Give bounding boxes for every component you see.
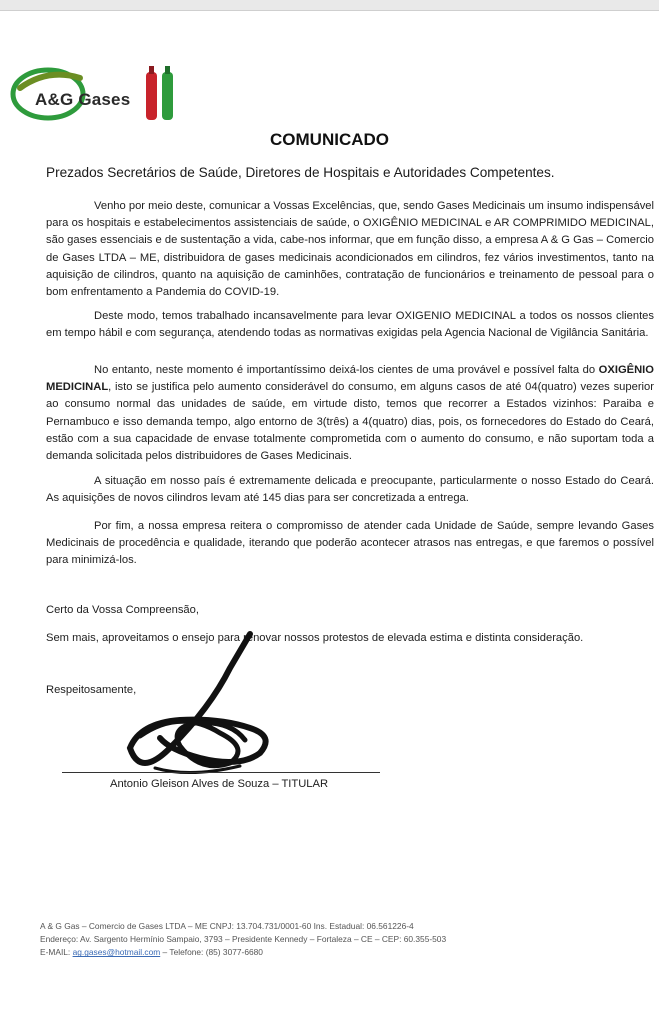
- logo-wordmark: [35, 90, 130, 110]
- salutation: Prezados Secretários de Saúde, Diretores de Hospitais e Autoridades Competentes.: [46, 165, 555, 180]
- signatory-name: Antonio Gleison Alves de Souza – TITULAR: [110, 778, 329, 790]
- logo-gases: Gases: [78, 90, 131, 109]
- closing-line-1: Certo da Vossa Compreensão,: [46, 604, 199, 616]
- paragraph-1: Venho por meio deste, comunicar a Vossas Excelências, que, sendo Gases Medicinais um insumo indispensável para os hospitais e estabelecimentos assistenciais de saúde, o OXIGÊNIO MEDICINAL e AR COMPRIMIDO MEDICINAL, são gases essenciais e de sustentação a vida, cabe-nos informar, que em função disso, a empresa A & G Gas – Comercio de Gases LTDA – ME, distribuidora de gases medicinais acondicionados em cilindros, fez vários investimentos, tanto na aquisição de cilindros, quanto na aquisição de caminhões, contratação de funcionários e treinamento de pessoal para o bom enfrentamento a Pandemia do COVID-19.: [46, 200, 654, 299]
- company-logo: [10, 64, 185, 124]
- footer-address-line: Endereço: Av. Sargento Hermínio Sampaio, 3793 – Presidente Kennedy – Fortaleza – CE – CEP: 60.355-503: [40, 934, 447, 945]
- paragraph-4: A situação em nosso país é extremamente delicada e preocupante, particularmente o nosso Estado do Ceará. As aquisições de novos cilindros levam até 145 dias para ser concretizada a entrega.: [46, 475, 654, 505]
- signature-line: [62, 772, 380, 773]
- paragraph-3: [46, 362, 654, 465]
- document-title: COMUNICADO: [270, 130, 389, 149]
- footer: [40, 920, 640, 960]
- closing-line-2: Sem mais, aproveitamos o ensejo para renovar nossos protestos de elevada estima e distinta consideração.: [46, 632, 584, 644]
- top-border: [0, 0, 659, 11]
- footer-email-label: E-MAIL:: [40, 947, 73, 958]
- paragraph-3-start: No entanto, neste momento é importantíssimo deixá-los cientes de uma provável e possível falta do: [94, 364, 599, 376]
- footer-email-link[interactable]: ag.gases@hotmail.com: [72, 947, 161, 958]
- paragraph-2: Deste modo, temos trabalhado incansavelmente para levar OXIGENIO MEDICINAL a todos os nossos clientes em tempo hábil e com segurança, atendendo todas as normativas exigidas pela Agencia Nacional de Vigilância Sanitária.: [46, 310, 654, 340]
- logo-brand: A&G: [35, 90, 74, 109]
- closing-line-3: Respeitosamente,: [46, 684, 137, 696]
- paragraph-3-bold: OXIGÊNIO MEDICINAL: [46, 364, 654, 394]
- footer-phone: – Telefone: (85) 3077-6680: [160, 947, 263, 958]
- handwritten-signature: [100, 628, 290, 788]
- footer-company-line: A & G Gas – Comercio de Gases LTDA – ME CNPJ: 13.704.731/0001-60 Ins. Estadual: 06.561226-4: [40, 921, 414, 931]
- paragraph-3-end: , isto se justifica pelo aumento considerável do consumo, em alguns casos de até 04(quatro) vezes superior ao consumo normal das unidades de saúde, em virtude disto, temos que recorrer a Estados vizinhos: Paraiba e Pernambuco e isso demanda tempo, algo entorno de 3(três) a 4(quatro) dias, pois, os fornecedores do Estado do Ceará, estão com a sua capacidade de envase totalmente comprometida com o aumento do consumo, e não suportam toda a demanda solicitada pelos distribuidores de Gases Medicinais.: [46, 381, 654, 463]
- footer-contact-line: [40, 946, 640, 959]
- paragraph-5: Por fim, a nossa empresa reitera o compromisso de atender cada Unidade de Saúde, sempre levando Gases Medicinais de procedência e qualidade, iterando que poderão acontecer atrasos nas entregas, e que faremos o possível para minimizá-los.: [46, 520, 654, 567]
